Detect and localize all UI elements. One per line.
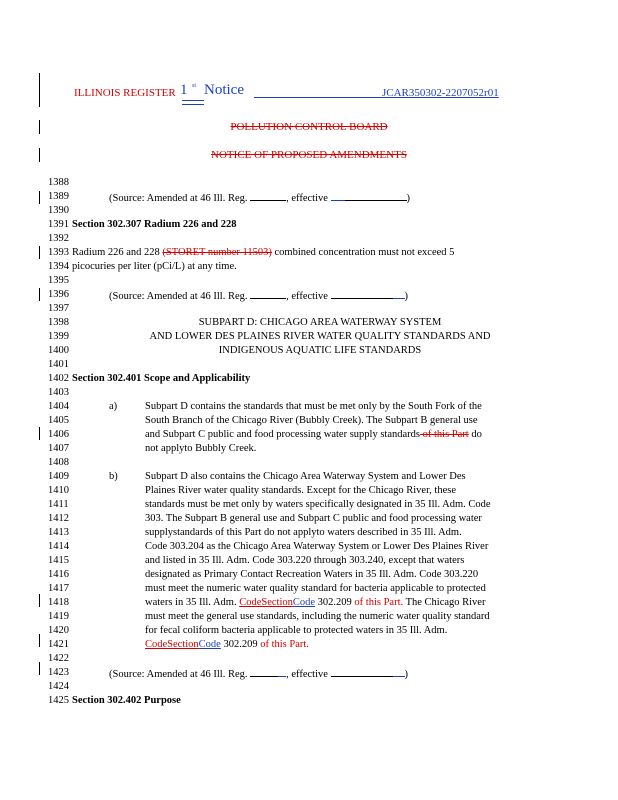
subpart-title: AND LOWER DES PLAINES RIVER WATER QUALITY STANDARDS AND <box>149 331 491 342</box>
board-title: POLLUTION CONTROL BOARD <box>230 121 388 133</box>
register-label: ILLINOIS REGISTER <box>74 87 176 99</box>
change-bar <box>39 634 40 647</box>
notice-title: NOTICE OF PROPOSED AMENDMENTS <box>211 149 407 161</box>
document-line: 1392 <box>48 233 69 244</box>
change-bar <box>39 288 40 301</box>
subpart-title: INDIGENOUS AQUATIC LIFE STANDARDS <box>218 345 422 356</box>
change-bar <box>39 246 40 259</box>
document-line: 1391 Section 302.307 Radium 226 and 228 <box>48 219 237 230</box>
document-line: 1388 <box>48 177 69 188</box>
document-line: 1394 picocuries per liter (pCi/L) at any time. <box>48 261 237 272</box>
source-note: (Source: Amended at 46 Ill. Reg. , effective ) <box>109 666 408 682</box>
change-bar <box>39 427 40 440</box>
document-line: 1399 AND LOWER DES PLAINES RIVER WATER QUALITY STANDARDS AND <box>48 330 568 344</box>
document-line: 1401 <box>48 359 69 370</box>
document-page: ILLINOIS REGISTER 1 st Notice JCAR350302-2207052r01 POLLUTION CONTROL BOARD NOTICE OF PROPOSED AMENDMENTS 1388 1389 (Source: Amended at 46 Ill. Reg. , effective ) 1390 1391 Section 302.307 Radium 226 and 228 1392 1393 Radium 226 and 228 (STORET number 11503) combined concentration must not exceed 5 1394 picocuries per liter (pCi/L) at any time. 1395 1396 (Source: Amended at 46 Ill. Reg. , effective ) 1397 1398 SUBPART D: CHICAGO AREA WATERWAY SYSTEM 1399 AND LOWER DES PLAINES RIVER WATER QUALITY STANDARDS AND 1400 INDIGENOUS AQUATIC LIFE STANDARDS 1401 1402 Section 302.401 Scope and Applicability 1403 1404 a) Subpart D contains the standards that must be met only by the South Fork of the 1405 South Branch of the Chicago River (Bubbly Creek). The Subpart B general use 1406 and Subpart C public and food processing water supply standards of this Part do 1407 not applyto Bubbly Creek. 1408 1409 b) Subpart D also contains the Chicago Area Waterway System and Lower Des 1410 Plaines River water quality standards. Except for the Chicago River, these 1411 standards must be met only by waters specifically designated in 35 Ill. Adm. Code 1412 303. The Subpart B general use and Subpart C public and food processing water 1413 supplystandards of this Part do not applyto waters described in 35 Ill. Adm. 1414 Code 303.204 as the Chicago Area Waterway System or Lower Des Plaines River 1415 and listed in 35 Ill. Adm. Code 303.220 through 303.240, except that waters 1416 designated as Primary Contact Recreation Waters in 35 Ill. Adm. Code 303.220 1417 must meet the numeric water quality standard for bacteria applicable to protected 1418 waters in 35 Ill. Adm. CodeSectionCode 302.209 of this Part. The Chicago River 1419 must meet the general use standards, including the numeric water quality standard 1420 for fecal coliform bacteria applicable to protected waters in 35 Ill. Adm. 1421 CodeSectionCode 302.209 of this Part. 1422 1423 (Source: Amended at 46 Ill. Reg. , effective ) 1424 1425 Section 302.402 Purpose <box>0 0 618 800</box>
section-heading: Section 302.307 Radium 226 and 228 <box>72 219 237 230</box>
section-heading: Section 302.402 Purpose <box>72 695 181 706</box>
change-bar <box>39 594 40 607</box>
source-note: (Source: Amended at 46 Ill. Reg. , effective ) <box>109 190 410 206</box>
register-header <box>74 84 514 112</box>
issue-suffix: st <box>192 83 197 89</box>
change-bar <box>39 73 40 107</box>
document-line: 1390 <box>48 205 69 216</box>
issue-number: 1 <box>180 82 188 98</box>
source-note: (Source: Amended at 46 Ill. Reg. , effective ) <box>109 288 408 304</box>
section-heading: Section 302.401 Scope and Applicability <box>72 373 251 384</box>
document-line: 1395 <box>48 275 69 286</box>
document-line: 1393 Radium 226 and 228 (STORET number 11503) combined concentration must not exceed 5 <box>48 247 455 258</box>
notice-label: Notice <box>204 82 244 98</box>
document-line: 1400 INDIGENOUS AQUATIC LIFE STANDARDS <box>48 344 568 358</box>
document-line: 1403 <box>48 387 69 398</box>
document-line: 1397 <box>48 303 69 314</box>
subpart-title: SUBPART D: CHICAGO AREA WATERWAY SYSTEM <box>198 317 442 328</box>
change-bar <box>39 191 40 204</box>
document-line: 1402 Section 302.401 Scope and Applicability <box>48 373 251 384</box>
document-line: 1396 (Source: Amended at 46 Ill. Reg. , effective ) <box>48 289 409 302</box>
document-line: 1389 (Source: Amended at 46 Ill. Reg. , effective ) <box>48 191 411 204</box>
change-bar <box>39 662 40 675</box>
document-line: 1398 SUBPART D: CHICAGO AREA WATERWAY SYSTEM <box>48 316 568 330</box>
jcar-code: JCAR350302-2207052r01 <box>382 87 499 99</box>
